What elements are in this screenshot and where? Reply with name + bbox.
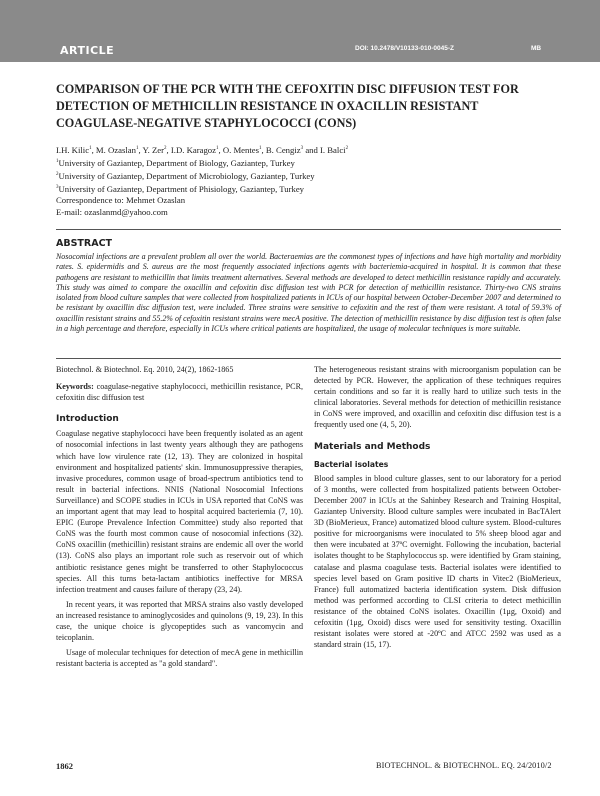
subsection-heading: Bacterial isolates bbox=[314, 459, 389, 469]
affiliation-2: $^2$University of Gaziantep, Department of Microbiology, Gaziantep, Turkey bbox=[56, 171, 315, 182]
section-code: MB bbox=[531, 45, 542, 52]
page-number: 1862 bbox=[56, 761, 73, 771]
intro-paragraph-1: Coagulase negative staphylococci have been frequently isolated as an agent of nosocomial infections in last twenty years although they are pathogens which have low virulence rate (12, 13). They are colonized in hospital environment and hospitalized patients' skin. Immunosuppressive therapies, invasive procedures, common usage of broad-spectrum antibiotics tend to result in bacterial infections. NNIS (National Nosocomial Infections Surveillance) and SCOPE studies in ICUs in USA reported that CoNS was an important agent that may lead to hospital acquired bacteriemia (7, 10). EPIC (Europe Prevalence Infection Committee) study also reported that CoNS was the fourth most common cause of nosocomial infections (32). CoNS oxacillin (methicillin) resistant strains are endemic all over the world (13). CoNS also plays an important role such as reservoir out of which antibiotic resistance genes might be transferred to other Staphylococcus species. All this turns beta-lactam antibiotics ineffective for MRSA infection treatment and causes failure of therapy (23, 24). bbox=[56, 429, 303, 594]
journal-footer: BIOTECHNOL. & BIOTECHNOL. EQ. 24/2010/2 bbox=[376, 761, 552, 770]
author-list: I.H. Kilic$^1$, M. Ozaslan$^1$, Y. Zer$^2$, I.D. Karagoz$^1$, O. Mentes$^1$, B. Cengiz$^3$ and I. Balci$^2$ bbox=[56, 144, 349, 155]
methods-heading: Materials and Methods bbox=[314, 441, 431, 452]
affiliation-1: $^1$University of Gaziantep, Department of Biology, Gaziantep, Turkey bbox=[56, 157, 295, 168]
affiliation-3: $^3$University of Gaziantep, Department of Phisiology, Gaziantep, Turkey bbox=[56, 184, 305, 195]
section-label: ARTICLE bbox=[60, 44, 115, 57]
right-paragraph-1: The heterogeneous resistant strains with microorganism population can be detected by PCR. However, the application of these techniques requires certain conditions and so far it is really hard to utilize such tests in the clinical laboratories. Several methods for detection of methicillin resistance in CoNS were improved, and oxacillin and cefoxitin disc diffusion test is a frequently used one (4, 5, 20). bbox=[314, 365, 561, 430]
methods-paragraph: Blood samples in blood culture glasses, sent to our laboratory for a period of 3 months, were collected from hospitalized patients between October-December 2007 in ICUs at the Sahinbey Research and Training Hospital, Gaziantep University. Blood culture samples were incubated in BacTAlert 3D (BioMerieux, France) automatized blood culture system. Blood-cultures positive for microorganisms were inoculated to 5% sheep blood agar and then were incubated at 37ºC overnight. Following the incubation, bacterial isolates thought to be Staphylococcus sp. were identified by Gram staining, catalase and plasma coagulase tests. Bacterial isolates were identified to species level based on Gram positive ID charts in Vitec2 (BioMerieux, France) full automatized bacteria identification system. Disk diffusion method was performed according to CLSI criteria to detect methicillin resistance of the obtained CoNS isolates. Oxacillin (1μg, Oxoid) and cefoxitin (1μg, Oxoid) discs were used for sensitivity testing. Oxacillin resistant isolates were stored at -20ºC and ATCC 2592 was used as a standard strain (15, 17). bbox=[314, 473, 561, 650]
doi-label: DOI: 10.2478/V10133-010-0045-Z bbox=[355, 45, 455, 52]
citation: Biotechnol. & Biotechnol. Eq. 2010, 24(2), 1862-1865 bbox=[56, 365, 234, 374]
keywords: Keywords: coagulase-negative staphylococci, methicillin resistance, PCR, cefoxitin disc diffusion test bbox=[56, 382, 303, 403]
article-title: COMPARISON OF THE PCR WITH THE CEFOXITIN DISC DIFFUSION TEST FOR DETECTION OF METHICILLIN RESISTANCE IN OXACILLIN RESISTANT COAGULASE-NEGATIVE STAPHYLOCOCCI (CONS) bbox=[56, 82, 519, 130]
abstract-text: Nosocomial infections are a prevalent problem all over the world. Bacteraemias are the commonest types of infections and have high mortality and morbidity rates. S. epidermidis and S. aureus are the most frequently associated infections agents with bacteriemia-acquired in hospital. It is common that these pathogens are resistant to methicillin that limits treatment alternatives. Several methods are developed to detect methicillin resistance rapidly and accurately. This study was aimed to compare the oxacillin and cefoxitin disc diffusion test with PCR for detection of methicillin resistance. Thirty-two CNS strains isolated from blood culture samples that were collected from hospitalized patients in ICUs of our hospital between October-December 2007 and determined to be resistant by oxacillin disc diffusion test, were included. Three strains were sensitive to cefoxitin and the rest of them were resistant. A total of 59.3% of oxacillin resistant strains and 55.2% of cefoxitin resistant strains were mecA positive. The detection of methicillin resistance by disc diffusion test is often false in a high percentage and therefore, especially in ICUs where critical patients are hospitalized, the usage of molecular techniques is more suitable. bbox=[56, 252, 561, 334]
email[interactable]: E-mail: ozaslanmd@yahoo.com bbox=[56, 206, 168, 217]
correspondence: Correspondence to: Mehmet Ozaslan bbox=[56, 195, 186, 206]
intro-paragraph-3: Usage of molecular techniques for detection of mecA gene in methicillin resistant bacteria is accepted as "a gold standard". bbox=[56, 648, 303, 669]
intro-paragraph-2: In recent years, it was reported that MRSA strains also vastly developed an increased resistance to aminoglycosides and quinolons (9, 19, 23). In this case, the unique choice is glycopeptides such as vancomycin and teicoplanin. bbox=[56, 599, 303, 643]
divider-top bbox=[56, 229, 561, 230]
header-bar bbox=[0, 0, 600, 62]
left-column bbox=[56, 364, 303, 669]
divider-bottom bbox=[56, 358, 561, 359]
abstract-heading: ABSTRACT bbox=[56, 238, 113, 249]
right-column bbox=[314, 364, 561, 650]
intro-heading: Introduction bbox=[56, 414, 119, 425]
author-block bbox=[56, 143, 556, 218]
